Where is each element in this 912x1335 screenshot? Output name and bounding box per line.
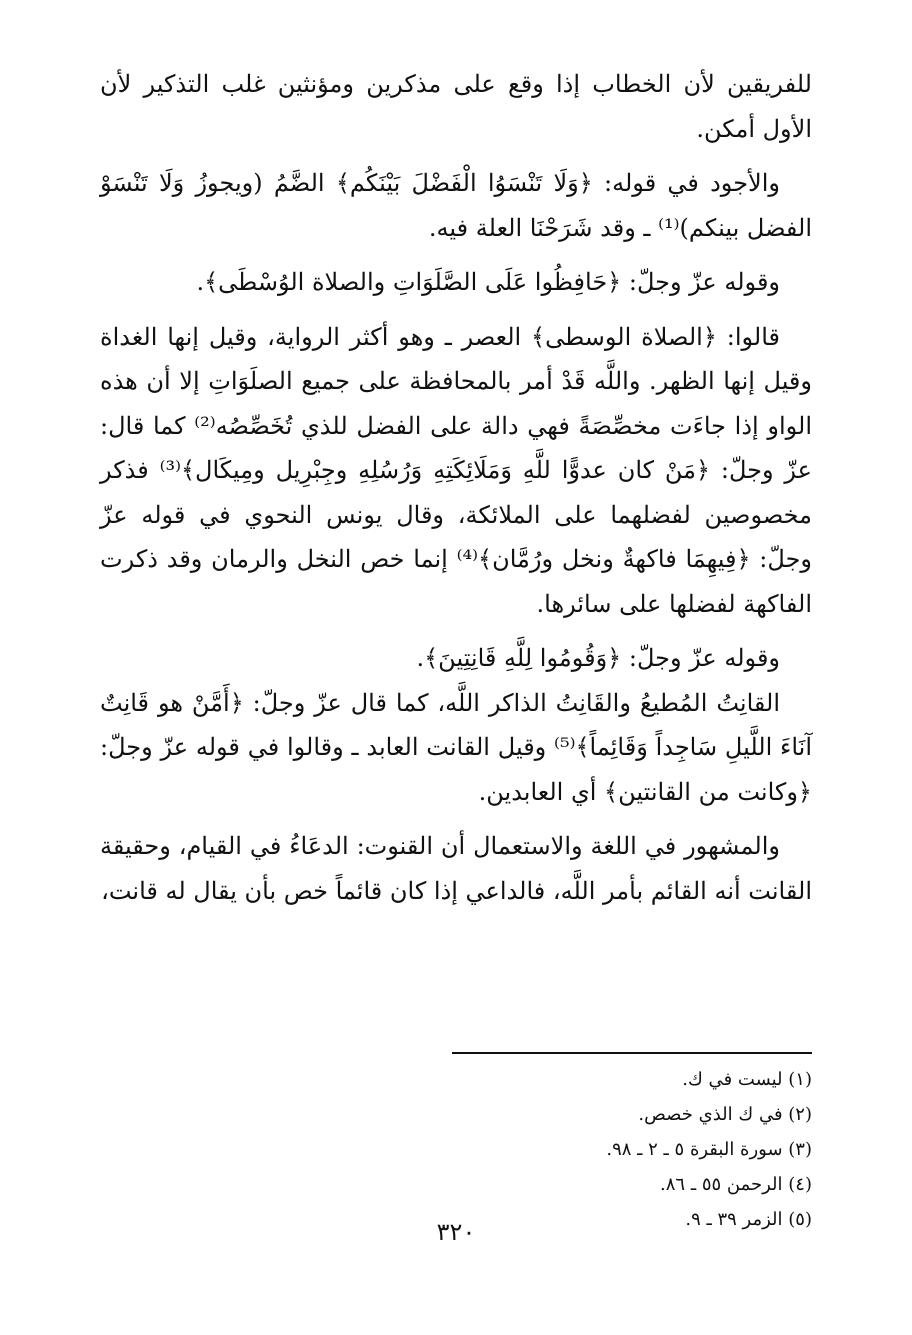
- paragraph-5: وقوله عزّ وجلّ: ﴿وَقُومُوا لِلَّهِ قَانِتِينَ﴾.: [416, 644, 780, 672]
- footnote-divider: [452, 1052, 812, 1054]
- paragraph-6: القانِتُ المُطيعُ والقَانِتُ الذاكر اللَّه، كما قال عزّ وجلّ: ﴿أَمَّنْ هو قَانِتٌ آنَاءَ اللَّيلِ سَاجِداً وَقَائِماً﴾⁽⁵⁾ وقيل القانت العابد ـ وقالوا في قوله عزّ وجلّ: ﴿وكانت من القانتين﴾ أي العابدين.: [100, 688, 812, 806]
- page-content: [100, 62, 813, 1230]
- paragraph-3: وقوله عزّ وجلّ: ﴿حَافِظُوا عَلَى الصَّلَوَاتِ والصلاة الوُسْطَى﴾.: [196, 268, 780, 296]
- footnote-3: (٣) سورة البقرة ٥ ـ ٢ ـ ٩٨.: [606, 1139, 812, 1160]
- paragraph-4: قالوا: ﴿الصلاة الوسطى﴾ العصر ـ وهو أكثر الرواية، وقيل إنها الغداة وقيل إنها الظهر. واللَّه قَدْ أمر بالمحافظة على جميع الصلَوَاتِ إلا أن هذه الواو إذا جاءَت مخصِّصَةً فهي دالة على الفضل للذي تُخَصِّصُه⁽²⁾ كما قال: عزّ وجلّ: ﴿مَنْ كان عدوًّا للَّهِ وَمَلَائِكَتِهِ وَرُسُلِهِ وجِبْرِيل ومِيكَال﴾⁽³⁾ فذكر مخصوصين لفضلهما على الملائكة، وقال يونس النحوي في قوله عزّ وجلّ: ﴿فِيهِمَا فاكهةٌ ونخل ورُمَّان﴾⁽⁴⁾ إنما خص النخل والرمان وقد ذكرت الفاكهة لفضلها على سائرها.: [100, 322, 813, 618]
- paragraph-2: والأجود في قوله: ﴿وَلَا تَنْسَوُا الْفَضْلَ بَيْنَكُم﴾ الضَّمُ (ويجوزُ وَلَا تَنْسَوْ الفضل بينكم)⁽¹⁾ ـ وقد شَرَحْنَا العلة فيه.: [100, 169, 812, 242]
- page-number: ٣٢٠: [436, 1218, 476, 1246]
- footnotes-list: [100, 1062, 812, 1237]
- paragraph-1: للفريقين لأن الخطاب إذا وقع على مذكرين ومؤنثين غلب التذكير لأن الأول أمكن.: [100, 70, 812, 143]
- paragraph-7: والمشهور في اللغة والاستعمال أن القنوت: الدعَاءُ في القيام، وحقيقة القانت أنه القائم بأمر اللَّه، فالداعي إذا كان قائماً خص بأن يقال له قانت،: [100, 832, 812, 905]
- footnote-5: (٥) الزمر ٣٩ ـ ٩.: [685, 1209, 812, 1230]
- body-text: [100, 62, 812, 913]
- footnote-4: (٤) الرحمن ٥٥ ـ ٨٦.: [660, 1174, 812, 1195]
- footnote-1: (١) ليست في ك.: [682, 1069, 812, 1090]
- footnote-2: (٢) في ك الذي خصص.: [638, 1104, 812, 1125]
